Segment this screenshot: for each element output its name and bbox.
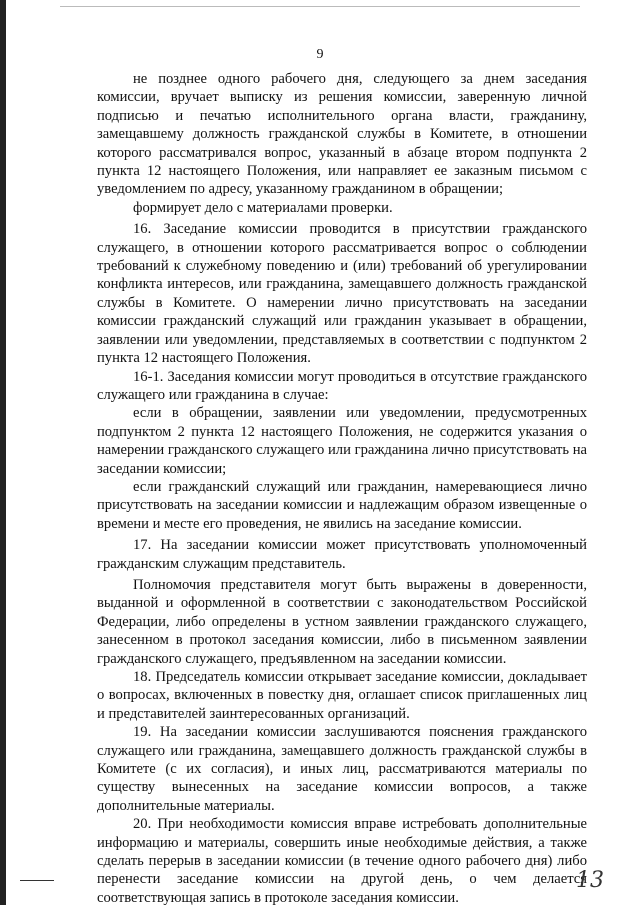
paragraph-continuation: не позднее одного рабочего дня, следующего за днем заседания комиссии, вручает выписку из решения комиссии, заверенную личной подписью и печатью исполнительного органа власти, гражданину, замещавшему должность гражданской службы в Комитете, в отношении которого рассматривался вопрос, указанный в абзаце втором подпункта 2 пункта 12 настоящего Положения, или направляет ее заказным письмом с уведомлением по адресу, указанному гражданином в обращении; (97, 71, 587, 198)
paragraph-16-1-case-2: если гражданский служащий или гражданин, намеревающиеся лично присутствовать на заседании комиссии и надлежащим образом извещенные о времени и месте его проведения, не явились на заседание комиссии. (97, 478, 587, 532)
paragraph-19: 19. На заседании комиссии заслушиваются пояснения гражданского служащего или гражданина, замещавшего должность гражданской службы в Комитете (с их согласия), и иных лиц, рассматриваются материалы по существу вынесенных на заседание комиссии вопросов, а также дополнительные материалы. (97, 724, 587, 814)
paragraph-16-1-case-1: если в обращении, заявлении или уведомлении, предусмотренных подпунктом 2 пункта 12 настоящего Положения, не содержится указания о намерении гражданского служащего или гражданина лично присутствовать на заседании комиссии; (97, 405, 587, 477)
handwritten-page-number: 13 (576, 868, 604, 893)
paragraph-20: 20. При необходимости комиссия вправе истребовать дополнительные информацию и материалы, совершить иные необходимые действия, а также сделать перерыв в заседании комиссии (в течение одного рабочего дня) либо перенести заседание комиссии на другой день, о чем делается соответствующая запись в протоколе заседания комиссии. (97, 816, 587, 906)
paragraph-17: 17. На заседании комиссии может присутствовать уполномоченный гражданским служащим представитель. (97, 537, 587, 572)
paragraph-18: 18. Председатель комиссии открывает заседание комиссии, докладывает о вопросах, включенных в повестку дня, оглашает список приглашенных лиц и представителей заинтересованных организаций. (97, 669, 587, 722)
document-body (97, 70, 587, 907)
paragraph-forms-case: формирует дело с материалами проверки. (133, 199, 393, 216)
paragraph-16: 16. Заседание комиссии проводится в присутствии гражданского служащего, в отношении которого рассматривается вопрос о соблюдении требований к служебному поведению и (или) требований об урегулировании конфликта интересов, или гражданина, замещавшего должность гражданской службы в Комитете. О намерении лично присутствовать на заседании комиссии гражданский служащий или гражданин указывает в обращении, заявлении или уведомлении, представляемых в соответствии с подпунктом 2 пункта 12 настоящего Положения. (97, 221, 587, 367)
paragraph-representative-powers: Полномочия представителя могут быть выражены в доверенности, выданной и оформленной в соответствии с законодательством Российской Федерации, либо определены в устном заявлении гражданского служащего, занесенном в протокол заседания комиссии, либо в письменном заявлении гражданского служащего, предъявленном на заседании комиссии. (97, 576, 587, 667)
paragraph-16-1: 16-1. Заседания комиссии могут проводиться в отсутствие гражданского служащего или гражданина в случае: (97, 368, 587, 403)
page-number: 9 (316, 47, 324, 62)
footer-rule (20, 880, 54, 881)
scan-edge (0, 0, 6, 905)
scan-top-line (60, 6, 580, 7)
